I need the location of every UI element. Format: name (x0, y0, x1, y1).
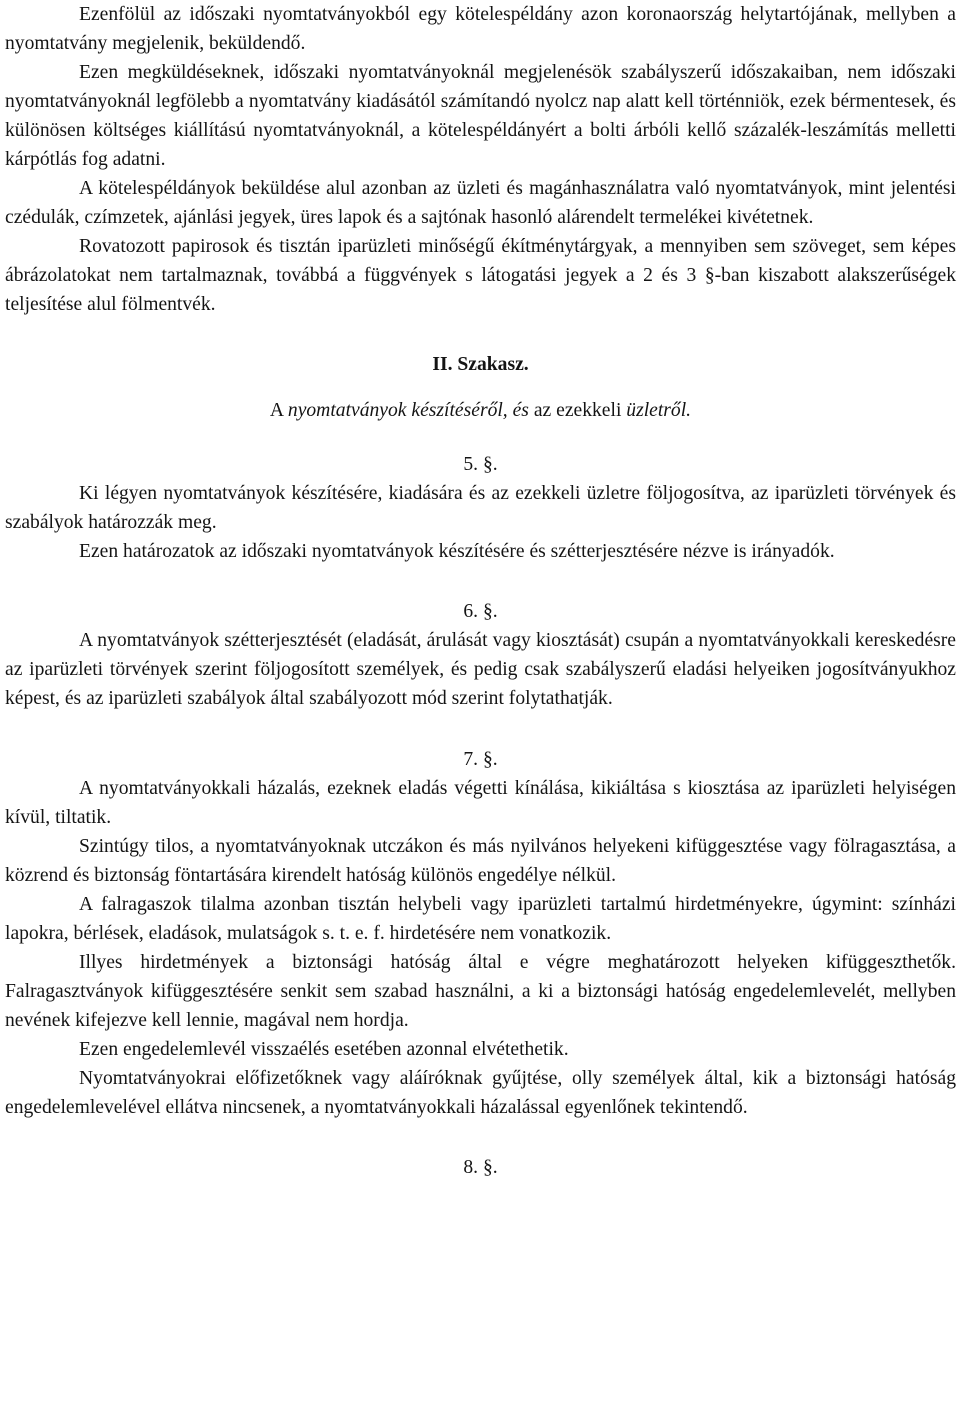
paragraph-5-2: Ezen határozatok az időszaki nyomtatványok készítésére és szétterjesztésére nézve is irányadók. (79, 541, 835, 562)
subtitle-part-d: üzletről. (626, 400, 692, 421)
paragraph-7-6: Nyomtatványokrai előfizetőknek vagy aláíróknak gyűjtése, olly személyek által, kik a biztonsági hatóság engedelemlevelével ellátva nincsenek, a nyomtatványokkali házalással egyenlőnek tekintendő. (5, 1068, 956, 1118)
paragraph-intro-1: Ezenfölül az időszaki nyomtatványokból egy kötelespéldány azon koronaország helytartójának, mellyben a nyomtatvány megjelenik, beküldendő. (5, 4, 956, 54)
section-title: II. Szakasz. (432, 354, 529, 375)
section-subtitle (5, 396, 956, 425)
subtitle-part-c: az ezekkeli (528, 400, 627, 421)
paragraph-number-5: 5. §. (463, 454, 498, 475)
paragraph-7-5: Ezen engedelemlevél visszaélés esetében azonnal elvétethetik. (79, 1039, 569, 1060)
paragraph-number-6: 6. §. (463, 601, 498, 622)
paragraph-5-1: Ki légyen nyomtatványok készítésére, kiadására és az ezekkeli üzletre följogosítva, az iparüzleti törvények és szabályok határozzák meg. (5, 483, 956, 533)
paragraph-7-4: Illyes hirdetmények a biztonsági hatóság által e végre meghatározott helyeken kifüggeszthetők. Falragasztványok kifüggesztésére senkit sem szabad használni, a ki a biztonsági hatóság engedelemlevelét, mellyben nevének kifejezve kell lennie, magával nem hordja. (5, 952, 956, 1031)
subtitle-part-b: nyomtatványok készítéséről, és (287, 400, 529, 421)
paragraph-number-7: 7. §. (463, 749, 498, 770)
subtitle-part-a: A (269, 400, 288, 421)
paragraph-intro-2: Ezen megküldéseknek, időszaki nyomtatványoknál megjelenésök szabályszerű időszakaiban, nem időszaki nyomtatványoknál legfölebb a nyomtatvány kiadásától számítandó nyolcz nap alatt kell történniök, ezek bérmentesek, és különösen költséges kiállítású nyomtatványoknál, a kötelespéldányért a bolti árbóli kellő százalék-leszámítás melletti kárpótlás fog adatni. (5, 62, 956, 170)
paragraph-7-1: A nyomtatványokkali házalás, ezeknek eladás végetti kínálása, kikiáltása s kiosztása az iparüzleti helyiségen kívül, tiltatik. (5, 778, 956, 828)
paragraph-7-3: A falragaszok tilalma azonban tisztán helybeli vagy iparüzleti tartalmú hirdetményekre, úgymint: színházi lapokra, bérlések, eladások, mulatságok s. t. e. f. hirdetésére nem vonatkozik. (5, 894, 956, 944)
paragraph-6-1: A nyomtatványok szétterjesztését (eladását, árulását vagy kiosztását) csupán a nyomtatványokkali kereskedésre az iparüzleti törvények szerint följogosított személyek, és pedig csak szabályszerű eladási helyeiken jogosítványukhoz képest, és az iparüzleti szabályok által szabályozott mód szerint folytathatják. (5, 630, 956, 709)
paragraph-number-8: 8. §. (463, 1157, 498, 1178)
paragraph-intro-3: A kötelespéldányok beküldése alul azonban az üzleti és magánhasználatra való nyomtatványok, mint jelentési czédulák, czímzetek, ajánlási jegyek, üres lapok és a sajtónak hasonló alárendelt termelékei kivétetnek. (5, 178, 956, 228)
paragraph-intro-4: Rovatozott papirosok és tisztán iparüzleti minőségű ékítménytárgyak, a mennyiben sem szöveget, sem képes ábrázolatokat nem tartalmaznak, továbbá a függvények s látogatási jegyek a 2 és 3 §-ban kiszabott alakszerűségek teljesítése alul fölmentvék. (5, 236, 956, 315)
document-page (5, 0, 956, 1182)
paragraph-7-2: Szintúgy tilos, a nyomtatványoknak utczákon és más nyilvános helyekeni kifüggesztése vagy fölragasztása, a közrend és biztonság föntartására kirendelt hatóság különös engedélye nélkül. (5, 836, 956, 886)
